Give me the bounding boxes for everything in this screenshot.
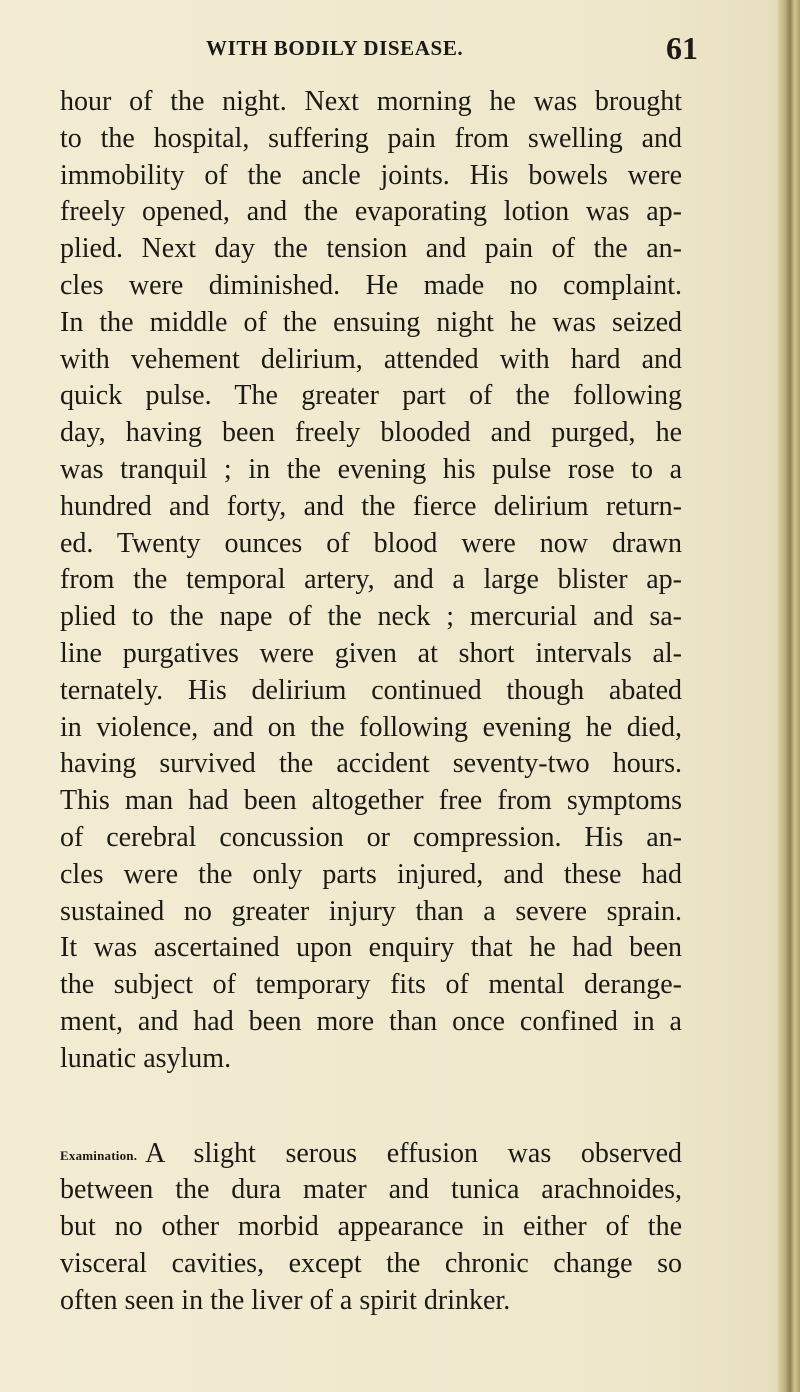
text-line: lunatic asylum. <box>60 1042 232 1074</box>
text-line: but no other morbid appearance in either of the <box>60 1211 682 1243</box>
text-line: with vehement delirium, attended with hard and <box>60 343 682 375</box>
text-line: line purgatives were given at short intervals al- <box>60 637 682 669</box>
text-line: cles were diminished. He made no complaint. <box>60 269 682 301</box>
text-line: cles were the only parts injured, and these had <box>60 858 682 890</box>
text-line: sustained no greater injury than a severe sprain. <box>60 895 682 927</box>
text-line: plied. Next day the tension and pain of the an- <box>60 233 682 265</box>
text-line: plied to the nape of the neck ; mercurial and sa- <box>60 601 682 633</box>
text-line: hour of the night. Next morning he was brought <box>60 86 682 117</box>
text-line: visceral cavities, except the chronic change so <box>60 1247 682 1279</box>
page-header <box>60 30 740 76</box>
text-line: of cerebral concussion or compression. His an- <box>60 821 682 853</box>
text-line: the subject of temporary fits of mental derange- <box>60 969 682 1001</box>
running-head: WITH BODILY DISEASE. <box>206 36 464 60</box>
body-text <box>60 84 682 1320</box>
text-line: ment, and had been more than once confined in a <box>60 1005 682 1037</box>
text-line: It was ascertained upon enquiry that he had been <box>60 932 682 964</box>
text-line: to the hospital, suffering pain from swelling and <box>60 122 682 154</box>
text-line: was tranquil ; in the evening his pulse rose to a <box>60 453 682 485</box>
text-line: ed. Twenty ounces of blood were now drawn <box>60 527 682 559</box>
text-line: hundred and forty, and the fierce delirium return- <box>60 490 682 522</box>
text-line: from the temporal artery, and a large blister ap- <box>60 564 682 596</box>
text-line: in violence, and on the following evening he died, <box>60 711 682 743</box>
text-line: freely opened, and the evaporating lotion was ap- <box>60 196 682 228</box>
text-line-lead: A slight serous effusion was observed <box>145 1137 682 1169</box>
book-spine-edge <box>778 0 800 1392</box>
page-number: 61 <box>666 30 698 66</box>
paragraph-gap <box>60 1078 682 1136</box>
text-line: In the middle of the ensuing night he was seized <box>60 306 682 338</box>
text-line: quick pulse. The greater part of the following <box>60 380 682 412</box>
text-line: This man had been altogether free from symptoms <box>60 785 682 817</box>
paragraph-1 <box>60 84 682 1078</box>
margin-label-examination: Examination. <box>60 1147 138 1163</box>
text-line: ternately. His delirium continued though abated <box>60 674 682 706</box>
text-line: day, having been freely blooded and purged, he <box>60 417 682 449</box>
text-line: having survived the accident seventy-two hours. <box>60 748 682 780</box>
text-line-with-margin-label <box>60 1136 682 1173</box>
paragraph-2 <box>60 1136 682 1320</box>
text-line: between the dura mater and tunica arachnoides, <box>60 1174 682 1206</box>
text-line: immobility of the ancle joints. His bowels were <box>60 159 682 191</box>
text-line: often seen in the liver of a spirit drinker. <box>60 1284 511 1316</box>
